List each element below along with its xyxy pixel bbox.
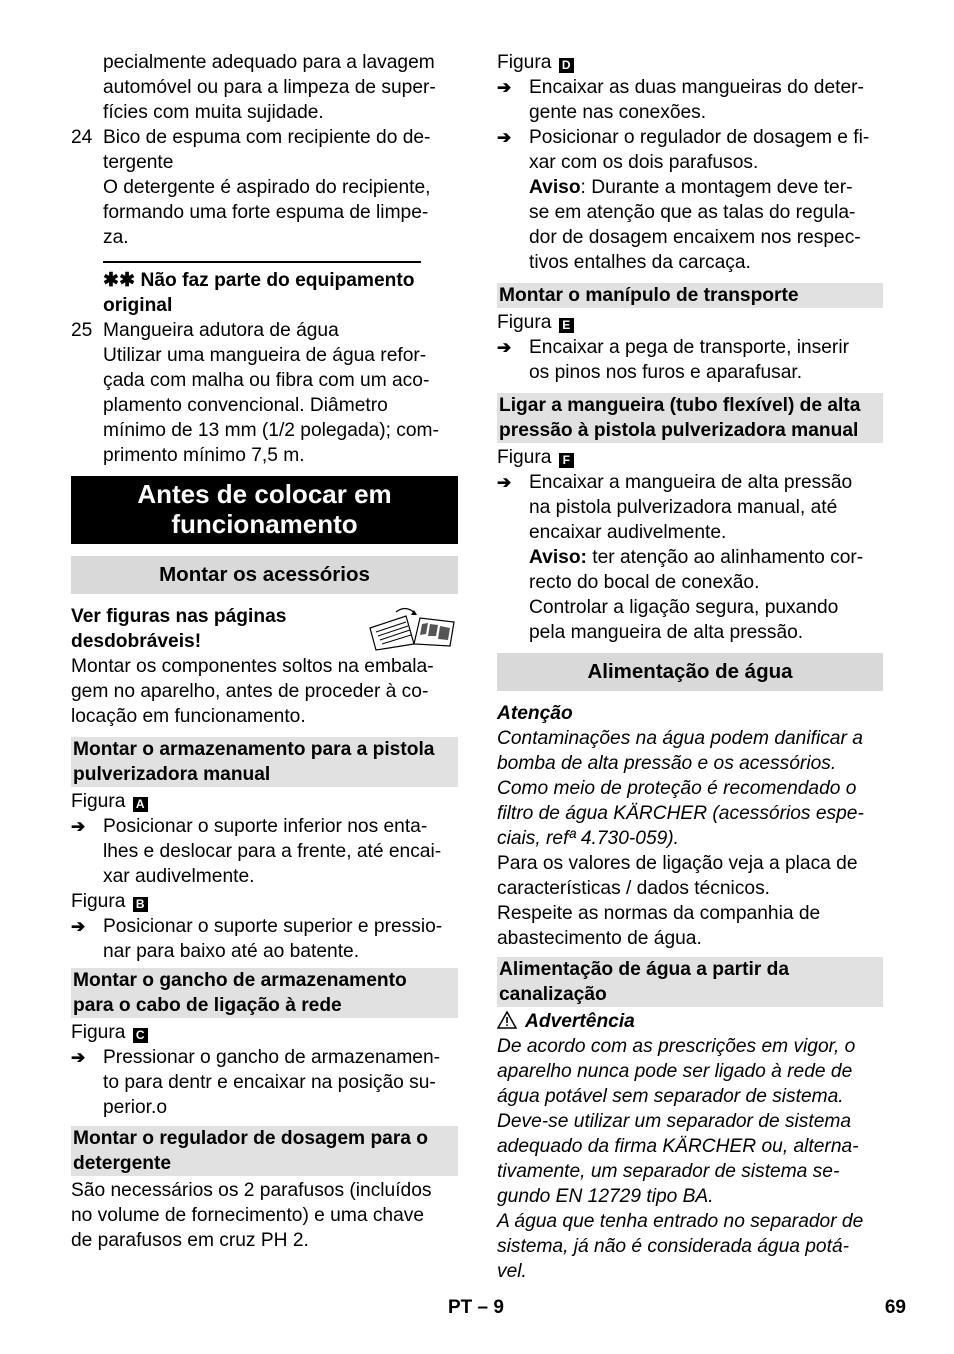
text-line: água potável sem separador de sistema.: [497, 1086, 844, 1107]
text-line: ciais, refª 4.730-059).: [497, 828, 680, 849]
text-line: Pressionar o gancho de armazenamen-: [103, 1047, 441, 1068]
text-line: tergente: [103, 152, 174, 173]
heading-line: para o cabo de ligação à rede: [73, 995, 342, 1016]
text-line: perior.o: [103, 1097, 167, 1118]
page-section-label: PT – 9: [448, 1297, 504, 1318]
text-line: automóvel ou para a limpeza de super-: [103, 77, 436, 98]
warning-paragraph: [497, 1034, 883, 1284]
text-line: encaixar audivelmente.: [529, 522, 727, 543]
text-line: Encaixar as duas mangueiras do deter-: [529, 77, 864, 98]
heading-line: Montar o armazenamento para a pistola: [73, 739, 435, 760]
text-line: Deve-se utilizar um separador de sistema: [497, 1111, 852, 1132]
text-line: Encaixar a pega de transporte, inserir: [529, 337, 849, 358]
text-line: gem no aparelho, antes de proceder à co-: [71, 681, 429, 702]
text-line: dor de dosagem encaixem nos respec-: [529, 227, 861, 248]
text-line: xar audivelmente.: [103, 866, 255, 887]
subsection-heading: [497, 393, 883, 443]
item-number: 24: [71, 127, 93, 148]
text-line: O detergente é aspirado do recipiente,: [103, 177, 431, 198]
text-line: tivamente, um separador de sistema se-: [497, 1161, 840, 1182]
asterisk-icon: ✱✱: [103, 270, 136, 291]
subsection-heading: [497, 957, 883, 1007]
heading-line: detergente: [73, 1153, 172, 1174]
heading-line: funcionamento: [171, 509, 358, 539]
subsection-heading: [497, 283, 883, 308]
warning-label: Advertência: [525, 1011, 635, 1032]
text-line: plamento convencional. Diâmetro: [103, 395, 388, 416]
text-line: Encaixar a mangueira de alta pressão: [529, 472, 853, 493]
text-line: sistema, já não é considerada água potá-: [497, 1236, 849, 1257]
text-line: São necessários os 2 parafusos (incluídos: [71, 1180, 432, 1201]
attention-label: Atenção: [497, 703, 573, 724]
text-line: Posicionar o suporte superior e pressio-: [103, 916, 443, 937]
text-line: fícies com muita sujidade.: [103, 102, 324, 123]
text-line: os pinos nos furos e aparafusar.: [529, 362, 803, 383]
section-heading: Montar os acessórios: [71, 556, 458, 594]
text-line: Controlar a ligação segura, puxando: [529, 597, 839, 618]
heading-line: canalização: [499, 984, 607, 1005]
instruction-item: [497, 470, 883, 645]
text-line: Para os valores de ligação veja a placa de: [497, 853, 858, 874]
text-line: gundo EN 12729 tipo BA.: [497, 1186, 714, 1207]
figure-ref: [497, 310, 883, 335]
arrow-right-icon: ➔: [497, 78, 512, 97]
instruction-item: [497, 335, 883, 385]
figure-label: Figura: [71, 791, 126, 812]
page-number: 69: [884, 1297, 906, 1318]
warning-triangle-icon: [497, 1011, 517, 1029]
heading-line: Antes de colocar em: [137, 479, 392, 509]
figure-label: Figura: [497, 52, 552, 73]
text-line: filtro de água KÄRCHER (acessórios espe-: [497, 803, 864, 824]
heading-line: Ligar a mangueira (tubo flexível) de alta: [499, 395, 861, 416]
text-line: vel.: [497, 1261, 527, 1282]
text-line: Contaminações na água podem danificar a: [497, 728, 863, 749]
subsection-heading: [71, 968, 458, 1018]
arrow-right-icon: ➔: [71, 1048, 86, 1067]
list-item-24: [71, 125, 458, 250]
figure-label: Figura: [71, 1022, 126, 1043]
text-line: Bico de espuma com recipiente do de-: [103, 127, 431, 148]
figure-letter-badge: C: [133, 1028, 148, 1043]
subsection-heading: [71, 1126, 458, 1176]
text-line: locação em funcionamento.: [71, 706, 306, 727]
text-line: no volume de fornecimento) e uma chave: [71, 1205, 425, 1226]
open-book-icon: [366, 606, 458, 652]
heading-line: Alimentação de água a partir da: [499, 959, 790, 980]
note-line: [529, 175, 883, 200]
text-line: Posicionar o regulador de dosagem e fi-: [529, 127, 870, 148]
list-item-25: [71, 318, 458, 468]
text-line: na pistola pulverizadora manual, até: [529, 497, 838, 518]
text-line: desdobráveis!: [71, 631, 202, 652]
figure-letter-badge: B: [133, 897, 148, 912]
heading-line: Montar o regulador de dosagem para o: [73, 1128, 429, 1149]
divider-line: [103, 261, 421, 263]
figure-letter-badge: A: [133, 797, 148, 812]
heading-line: pressão à pistola pulverizadora manual: [499, 420, 859, 441]
text-line: Ver figuras nas páginas: [71, 606, 287, 627]
text-line: to para dentr e encaixar na posição su-: [103, 1072, 436, 1093]
attention-paragraph: [497, 726, 883, 851]
text-line: de parafusos em cruz PH 2.: [71, 1230, 309, 1251]
figure-label: Figura: [497, 447, 552, 468]
right-column: [497, 50, 883, 1284]
text-line: Posicionar o suporte inferior nos enta-: [103, 816, 428, 837]
text-line: xar com os dois parafusos.: [529, 152, 759, 173]
arrow-right-icon: ➔: [497, 473, 512, 492]
item-number: 25: [71, 320, 93, 341]
instruction-item: [497, 125, 883, 275]
text-line: A água que tenha entrado no separador de: [497, 1211, 864, 1232]
arrow-right-icon: ➔: [71, 917, 86, 936]
text-line: aparelho nunca pode ser ligado à rede de: [497, 1061, 853, 1082]
figure-letter-badge: F: [559, 453, 574, 468]
figure-ref: [497, 445, 883, 470]
heading-line: pulverizadora manual: [73, 764, 271, 785]
figure-ref: [497, 50, 883, 75]
text-line: se em atenção que as talas do regula-: [529, 202, 856, 223]
text-line: za.: [103, 227, 129, 248]
text-line: Mangueira adutora de água: [103, 320, 339, 341]
section-heading: Alimentação de água: [497, 653, 883, 691]
figure-ref: [71, 789, 458, 814]
text-line: bomba de alta pressão e os acessórios.: [497, 753, 837, 774]
note-label: Aviso: [529, 177, 581, 198]
text-line: çada com malha ou fibra com um aco-: [103, 370, 430, 391]
note-text: ter atenção ao alinhamento cor-: [586, 547, 864, 568]
figure-letter-badge: D: [559, 58, 574, 73]
instruction-item: [71, 814, 458, 889]
text-line: abastecimento de água.: [497, 928, 702, 949]
note-text: : Durante a montagem deve ter-: [580, 177, 853, 198]
text-line: tivos entalhes da carcaça.: [529, 252, 751, 273]
text-line: gente nas conexões.: [529, 102, 707, 123]
arrow-right-icon: ➔: [497, 338, 512, 357]
figure-letter-badge: E: [559, 318, 574, 333]
instruction-item: [71, 914, 458, 964]
text-line: pela mangueira de alta pressão.: [529, 622, 804, 643]
text-line: mínimo de 13 mm (1/2 polegada); com-: [103, 420, 439, 441]
footnote: [71, 268, 458, 318]
figure-ref: [71, 1020, 458, 1045]
figure-ref: [71, 889, 458, 914]
heading-line: Montar o manípulo de transporte: [499, 285, 799, 306]
text-line: recto do bocal de conexão.: [529, 572, 760, 593]
text-line: formando uma forte espuma de limpe-: [103, 202, 429, 223]
chapter-heading: [71, 476, 458, 544]
left-column: [71, 50, 458, 1253]
assemble-paragraph: [71, 654, 458, 729]
arrow-right-icon: ➔: [497, 128, 512, 147]
arrow-right-icon: ➔: [71, 817, 86, 836]
instruction-item: [497, 75, 883, 125]
screws-paragraph: [71, 1178, 458, 1253]
text-line: adequado da firma KÄRCHER ou, alterna-: [497, 1136, 859, 1157]
text-line: Respeite as normas da companhia de: [497, 903, 821, 924]
warning-line: [497, 1009, 883, 1034]
intro-paragraph: [71, 50, 458, 125]
water-paragraph: [497, 851, 883, 951]
text-line: nar para baixo até ao batente.: [103, 941, 360, 962]
footnote-text: Não faz parte do equipamento: [140, 270, 415, 291]
figure-label: Figura: [71, 891, 126, 912]
text-line: Como meio de proteção é recomendado o: [497, 778, 857, 799]
subsection-heading: [71, 737, 458, 787]
text-line: De acordo com as prescrições em vigor, o: [497, 1036, 856, 1057]
text-line: Montar os componentes soltos na embala-: [71, 656, 434, 677]
figure-label: Figura: [497, 312, 552, 333]
footnote-text: original: [103, 295, 173, 316]
instruction-item: [71, 1045, 458, 1120]
note-label: Aviso:: [529, 547, 587, 568]
note-line: [529, 545, 883, 570]
heading-line: Montar o gancho de armazenamento: [73, 970, 407, 991]
text-line: lhes e deslocar para a frente, até encai-: [103, 841, 442, 862]
see-figures-note: [71, 604, 458, 654]
text-line: primento mínimo 7,5 m.: [103, 445, 305, 466]
text-line: características / dados técnicos.: [497, 878, 771, 899]
text-line: Utilizar uma mangueira de água refor-: [103, 345, 427, 366]
text-line: pecialmente adequado para a lavagem: [103, 52, 435, 73]
